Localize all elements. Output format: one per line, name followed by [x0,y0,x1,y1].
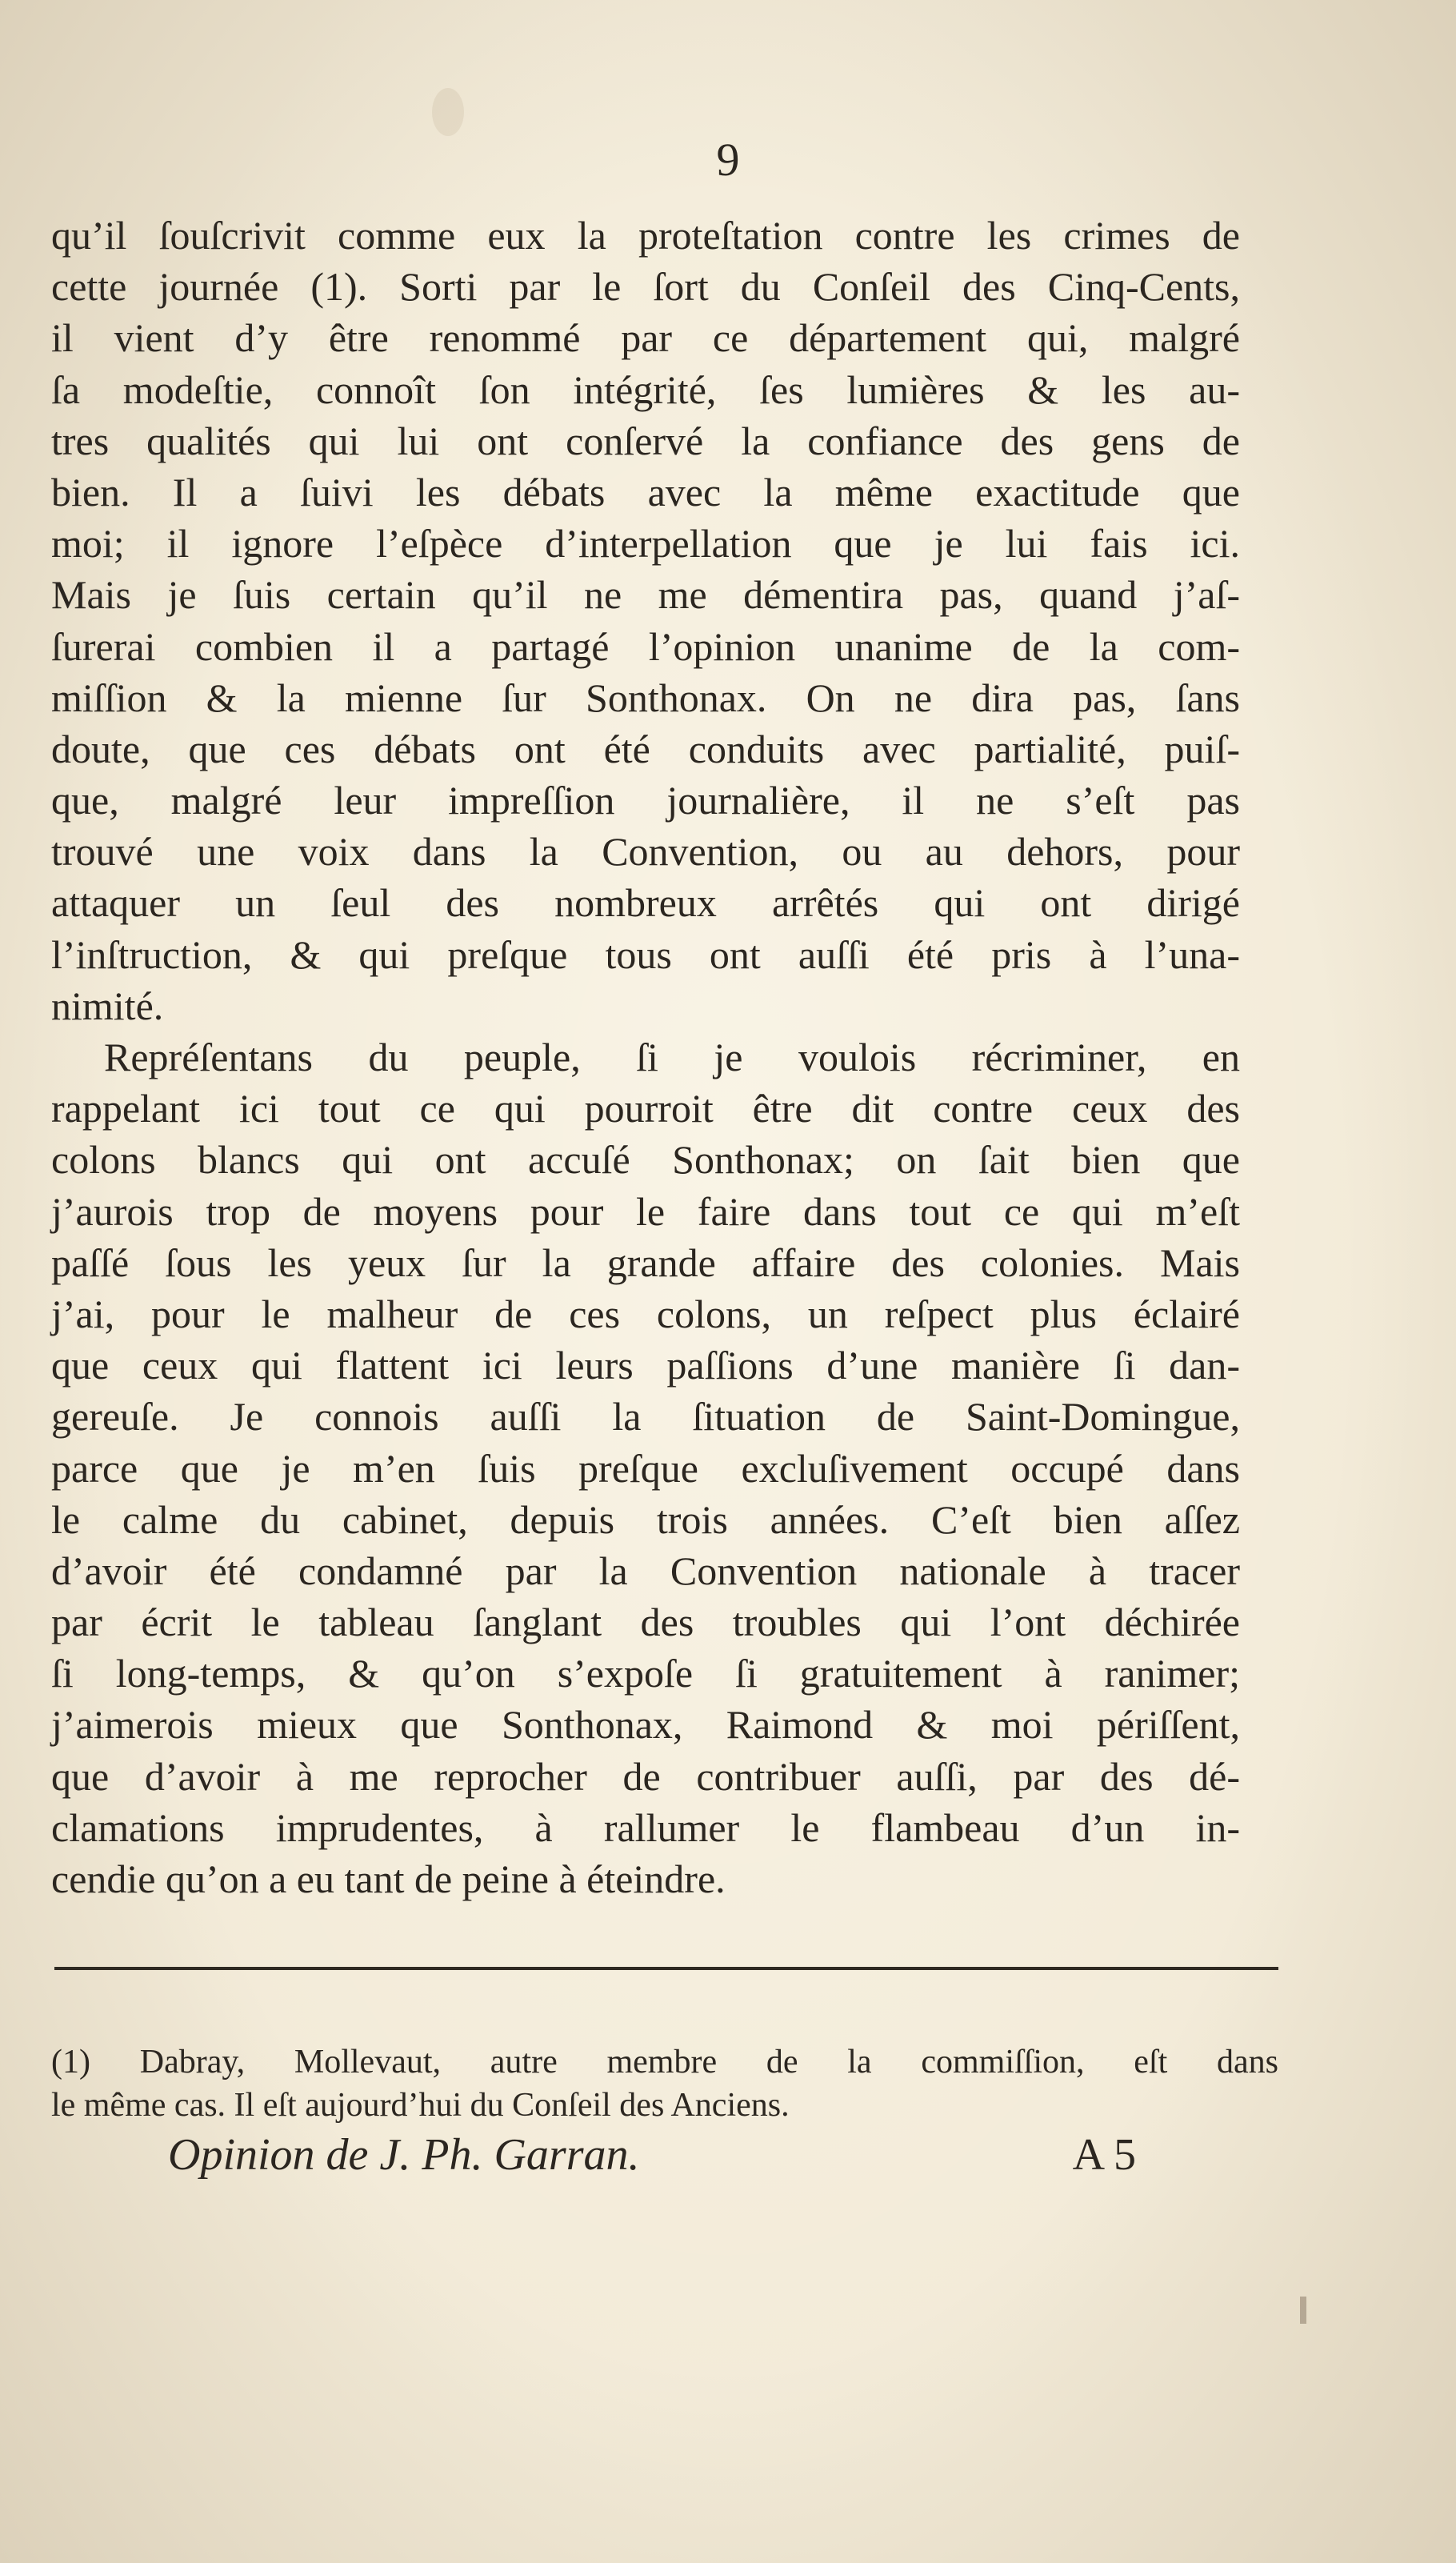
body-line: bien. Il a ſuivi les débats avec la même exactitude que [51,469,1240,515]
body-line: colons blancs qui ont accuſé Sonthonax; on ſait bien que [51,1137,1240,1183]
paper-foxing [1300,2297,1306,2324]
body-line: ſa modeſtie, connoît ſon intégrité, ſes lumières & les au- [51,366,1240,412]
body-line: paſſé ſous les yeux ſur la grande affaire des colonies. Mais [51,1239,1240,1285]
body-line: Mais je ſuis certain qu’il ne me démentira pas, quand j’aſ- [51,572,1240,618]
body-line: qu’il ſouſcrivit comme eux la proteſtation contre les crimes de [51,213,1240,258]
body-line: tres qualités qui lui ont conſervé la confiance des gens de [51,418,1240,463]
signature-line [168,2128,1136,2181]
body-line: parce que je m’en ſuis preſque excluſivement occupé dans [51,1445,1240,1491]
body-line: j’aimerois mieux que Sonthonax, Raimond & moi périſſent, [51,1702,1240,1748]
body-line: le calme du cabinet, depuis trois années. C’eſt bien aſſez [51,1496,1240,1542]
body-line: gereuſe. Je connois auſſi la ſituation de Saint-Domingue, [51,1394,1240,1440]
body-line: nimité. [51,983,164,1028]
footnote-line: le même cas. Il eſt aujourd’hui du Conſeil des Anciens. [51,2087,790,2124]
body-line: j’ai, pour le malheur de ces colons, un reſpect plus éclairé [51,1291,1240,1336]
footnote [51,2040,1278,2127]
body-line: attaquer un ſeul des nombreux arrêtés qui ont dirigé [51,880,1240,926]
body-line: que d’avoir à me reprocher de contribuer auſſi, par des dé- [51,1753,1240,1799]
paper-foxing [432,88,464,136]
footnote-line: (1) Dabray, Mollevaut, autre membre de la commiſſion, eſt dans [51,2044,1278,2080]
body-line: que, malgré leur impreſſion journalière, il ne s’eſt pas [51,778,1240,823]
body-line: trouvé une voix dans la Convention, ou au dehors, pour [51,829,1240,875]
body-line: rappelant ici tout ce qui pourroit être dit contre ceux des [51,1086,1240,1131]
body-line: ſi long-temps, & qu’on s’expoſe ſi gratuitement à ranimer; [51,1651,1240,1696]
body-line: miſſion & la mienne ſur Sonthonax. On ne dira pas, ſans [51,675,1240,720]
body-line: l’inſtruction, & qui preſque tous ont auſſi été pris à l’una- [51,931,1240,977]
signature-mark: A 5 [1072,2130,1136,2180]
body-line: d’avoir été condamné par la Convention nationale à tracer [51,1548,1240,1593]
page-number: 9 [716,134,740,186]
signature-title: Opinion de J. Ph. Garran. [168,2130,640,2180]
body-line: il vient d’y être renommé par ce département qui, malgré [51,315,1240,361]
body-line: ſurerai combien il a partagé l’opinion unanime de la com- [51,623,1240,669]
body-line: que ceux qui flattent ici leurs paſſions d’une manière ſi dan- [51,1343,1240,1388]
body-line: par écrit le tableau ſanglant des troubles qui l’ont déchirée [51,1600,1240,1645]
body-line: cette journée (1). Sorti par le ſort du Conſeil des Cinq-Cents, [51,264,1240,310]
paragraph-start-line: Repréſentans du peuple, ſi je voulois récriminer, en [104,1035,1240,1079]
body-line: doute, que ces débats ont été conduits avec partialité, puiſ- [51,726,1240,771]
footnote-rule [54,1967,1278,1970]
body-line: cendie qu’on a eu tant de peine à éteindre. [51,1856,726,1901]
body-line: moi; il ignore l’eſpèce d’interpellation que je lui fais ici. [51,521,1240,567]
body-line: clamations imprudentes, à rallumer le flambeau d’un in- [51,1804,1240,1850]
body-line: j’aurois trop de moyens pour le faire dans tout ce qui m’eſt [51,1188,1240,1234]
body-text [51,210,1240,1904]
